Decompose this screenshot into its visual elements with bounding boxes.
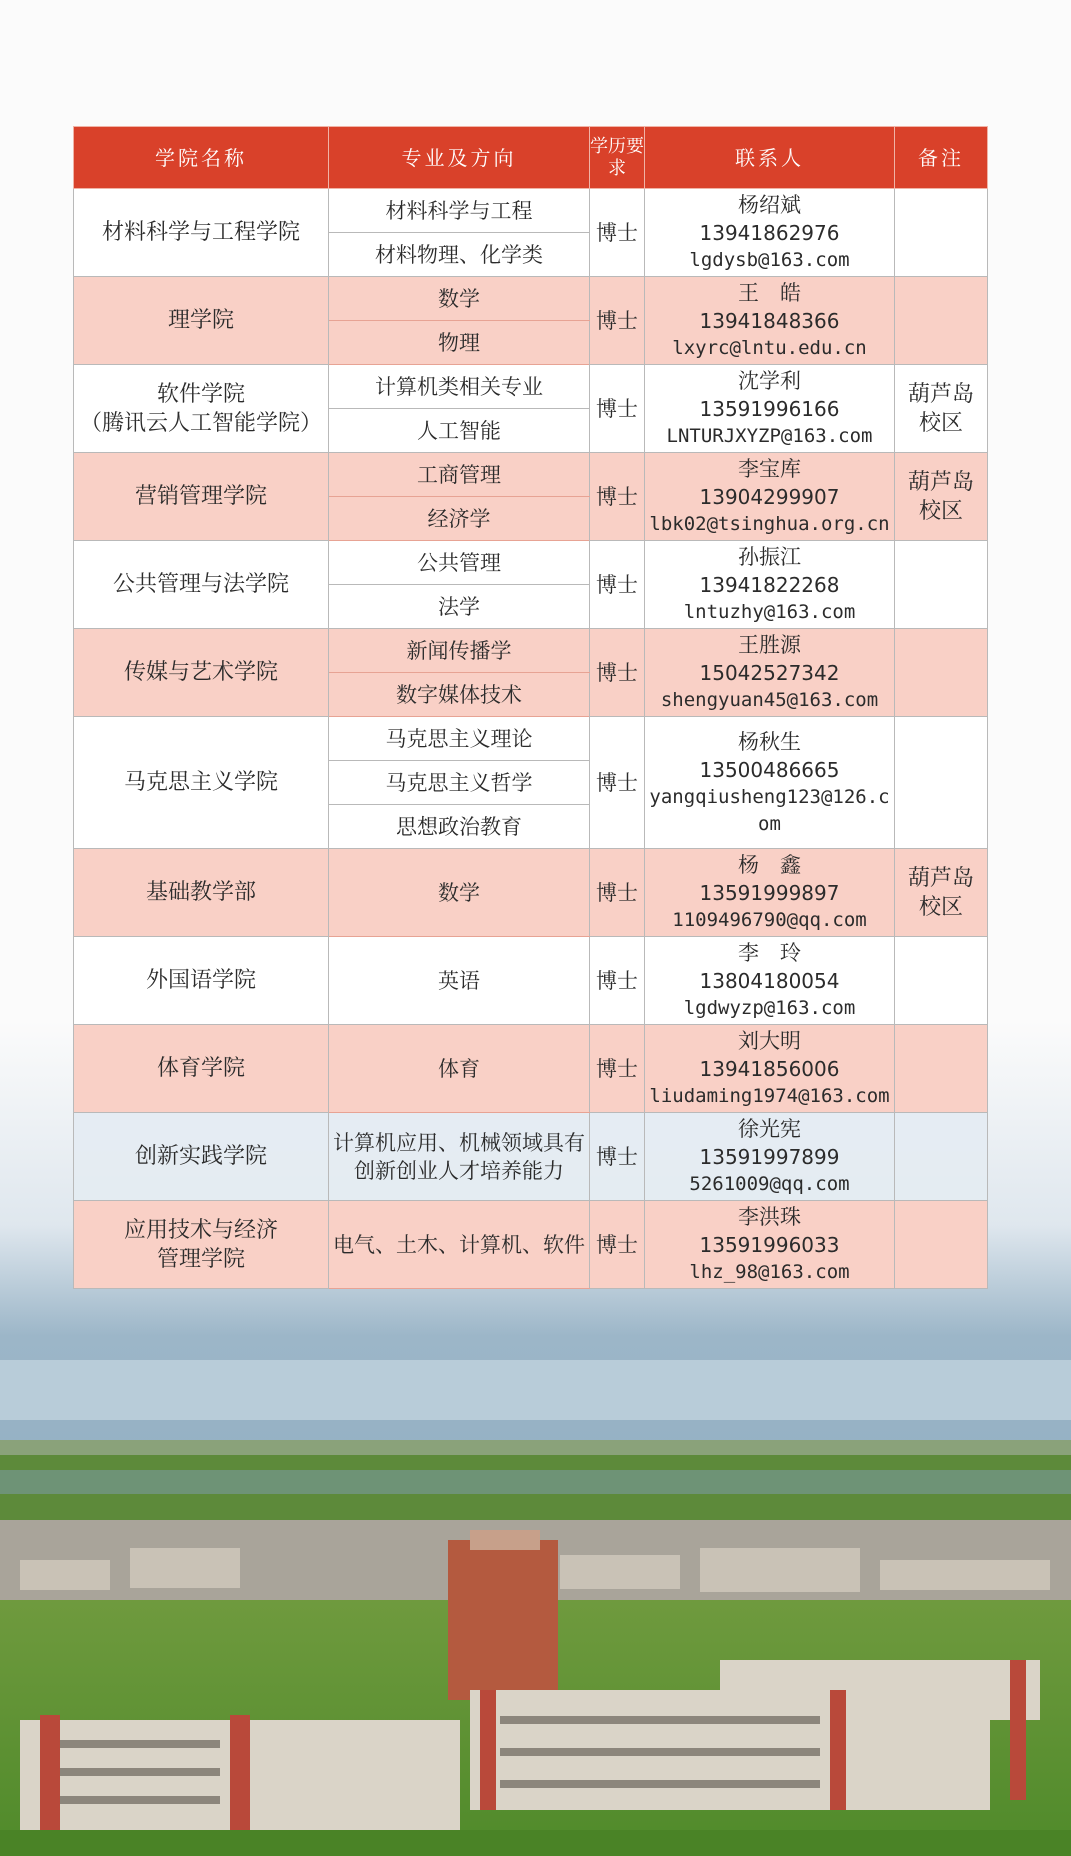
table-row: [74, 717, 988, 761]
contact-name: 杨 鑫: [738, 853, 801, 877]
degree-cell: 博士: [590, 1113, 645, 1201]
contact-email: lgdysb@163.com: [689, 249, 850, 271]
major-cell: 马克思主义理论: [329, 717, 590, 761]
major-cell: 数学: [329, 849, 590, 937]
note-cell: [895, 629, 988, 717]
recruitment-table: [73, 126, 988, 1289]
header-college: 学院名称: [74, 127, 329, 189]
college-name-cell: 外国语学院: [74, 937, 329, 1025]
table-row: [74, 277, 988, 321]
degree-cell: 博士: [590, 937, 645, 1025]
contact-phone: 13904299907: [699, 485, 840, 509]
major-cell: 工商管理: [329, 453, 590, 497]
note-cell: [895, 541, 988, 629]
college-group: [74, 717, 988, 849]
table-row: [74, 1025, 988, 1113]
college-group: [74, 1201, 988, 1289]
college-name-cell: 软件学院 （腾讯云人工智能学院）: [74, 365, 329, 453]
contact-email: 1109496790@qq.com: [672, 909, 867, 931]
contact-phone: 13500486665: [699, 757, 840, 782]
major-cell: 体育: [329, 1025, 590, 1113]
contact-phone: 13591996166: [699, 397, 840, 421]
degree-cell: 博士: [590, 189, 645, 277]
major-cell: 经济学: [329, 497, 590, 541]
contact-cell: [645, 541, 895, 629]
college-group: [74, 541, 988, 629]
degree-cell: 博士: [590, 1025, 645, 1113]
contact-email: lxyrc@lntu.edu.cn: [672, 337, 867, 359]
note-cell: 葫芦岛 校区: [895, 849, 988, 937]
table-header-row: [74, 127, 988, 189]
contact-name: 刘大明: [738, 1029, 801, 1053]
major-cell: 材料物理、化学类: [329, 233, 590, 277]
table-row: [74, 849, 988, 937]
note-cell: [895, 189, 988, 277]
degree-cell: 博士: [590, 717, 645, 849]
contact-email: lbk02@tsinghua.org.cn: [649, 513, 890, 535]
major-cell: 思想政治教育: [329, 805, 590, 849]
contact-phone: 13941862976: [699, 221, 840, 245]
college-name-cell: 公共管理与法学院: [74, 541, 329, 629]
table-row: [74, 1113, 988, 1201]
contact-name: 杨绍斌: [738, 193, 801, 217]
major-cell: 人工智能: [329, 409, 590, 453]
contact-cell: [645, 629, 895, 717]
header-degree: 学历要求: [590, 127, 645, 189]
college-name-cell: 创新实践学院: [74, 1113, 329, 1201]
contact-email: lntuzhy@163.com: [683, 601, 856, 623]
note-cell: [895, 1025, 988, 1113]
degree-cell: 博士: [590, 277, 645, 365]
contact-email: liudaming1974@163.com: [649, 1085, 890, 1107]
degree-cell: 博士: [590, 541, 645, 629]
college-group: [74, 849, 988, 937]
contact-email: 5261009@qq.com: [689, 1173, 850, 1195]
note-cell: [895, 717, 988, 849]
major-cell: 电气、土木、计算机、软件: [329, 1201, 590, 1289]
note-cell: [895, 1201, 988, 1289]
college-group: [74, 189, 988, 277]
contact-cell: [645, 453, 895, 541]
major-cell: 马克思主义哲学: [329, 761, 590, 805]
college-name-cell: 马克思主义学院: [74, 717, 329, 849]
contact-cell: [645, 717, 895, 849]
contact-cell: [645, 1113, 895, 1201]
contact-name: 李宝库: [738, 457, 801, 481]
recruitment-table-wrapper: [73, 126, 987, 1289]
header-note: 备注: [895, 127, 988, 189]
major-cell: 物理: [329, 321, 590, 365]
contact-name: 杨秋生: [738, 729, 801, 754]
contact-phone: 13591997899: [699, 1145, 840, 1169]
table-row: [74, 189, 988, 233]
degree-cell: 博士: [590, 365, 645, 453]
major-cell: 材料科学与工程: [329, 189, 590, 233]
major-cell: 公共管理: [329, 541, 590, 585]
contact-cell: [645, 937, 895, 1025]
contact-cell: [645, 365, 895, 453]
degree-cell: 博士: [590, 1201, 645, 1289]
note-cell: 葫芦岛 校区: [895, 453, 988, 541]
college-group: [74, 937, 988, 1025]
contact-name: 沈学利: [738, 369, 801, 393]
header-contact: 联系人: [645, 127, 895, 189]
table-row: [74, 453, 988, 497]
table-row: [74, 1201, 988, 1289]
header-major: 专业及方向: [329, 127, 590, 189]
contact-name: 李 玲: [738, 941, 801, 965]
table-row: [74, 365, 988, 409]
college-name-cell: 基础教学部: [74, 849, 329, 937]
major-cell: 计算机类相关专业: [329, 365, 590, 409]
degree-cell: 博士: [590, 453, 645, 541]
contact-cell: [645, 1025, 895, 1113]
degree-cell: 博士: [590, 629, 645, 717]
table-row: [74, 541, 988, 585]
note-cell: [895, 937, 988, 1025]
note-cell: [895, 277, 988, 365]
contact-cell: [645, 1201, 895, 1289]
major-cell: 法学: [329, 585, 590, 629]
table-row: [74, 629, 988, 673]
contact-phone: 15042527342: [699, 661, 840, 685]
contact-cell: [645, 189, 895, 277]
contact-name: 孙振江: [738, 545, 801, 569]
contact-phone: 13804180054: [699, 969, 840, 993]
major-cell: 计算机应用、机械领域具有 创新创业人才培养能力: [329, 1113, 590, 1201]
college-group: [74, 365, 988, 453]
college-name-cell: 理学院: [74, 277, 329, 365]
major-cell: 新闻传播学: [329, 629, 590, 673]
contact-phone: 13941848366: [699, 309, 840, 333]
college-name-cell: 材料科学与工程学院: [74, 189, 329, 277]
contact-cell: [645, 849, 895, 937]
college-group: [74, 1113, 988, 1201]
contact-email: yangqiusheng123@126.com: [649, 785, 890, 835]
college-name-cell: 营销管理学院: [74, 453, 329, 541]
contact-phone: 13941856006: [699, 1057, 840, 1081]
college-name-cell: 传媒与艺术学院: [74, 629, 329, 717]
contact-email: LNTURJXYZP@163.com: [666, 425, 873, 447]
contact-email: lhz_98@163.com: [689, 1261, 850, 1283]
table-row: [74, 937, 988, 1025]
college-group: [74, 277, 988, 365]
college-name-cell: 应用技术与经济 管理学院: [74, 1201, 329, 1289]
contact-phone: 13591999897: [699, 881, 840, 905]
contact-email: lgdwyzp@163.com: [683, 997, 856, 1019]
college-group: [74, 453, 988, 541]
note-cell: [895, 1113, 988, 1201]
major-cell: 数学: [329, 277, 590, 321]
college-group: [74, 1025, 988, 1113]
degree-cell: 博士: [590, 849, 645, 937]
contact-name: 徐光宪: [738, 1117, 801, 1141]
contact-cell: [645, 277, 895, 365]
contact-phone: 13941822268: [699, 573, 840, 597]
major-cell: 英语: [329, 937, 590, 1025]
note-cell: 葫芦岛 校区: [895, 365, 988, 453]
contact-name: 王 皓: [738, 281, 801, 305]
college-name-cell: 体育学院: [74, 1025, 329, 1113]
contact-name: 王胜源: [738, 633, 801, 657]
contact-name: 李洪珠: [738, 1205, 801, 1229]
major-cell: 数字媒体技术: [329, 673, 590, 717]
contact-email: shengyuan45@163.com: [660, 689, 879, 711]
contact-phone: 13591996033: [699, 1233, 840, 1257]
college-group: [74, 629, 988, 717]
